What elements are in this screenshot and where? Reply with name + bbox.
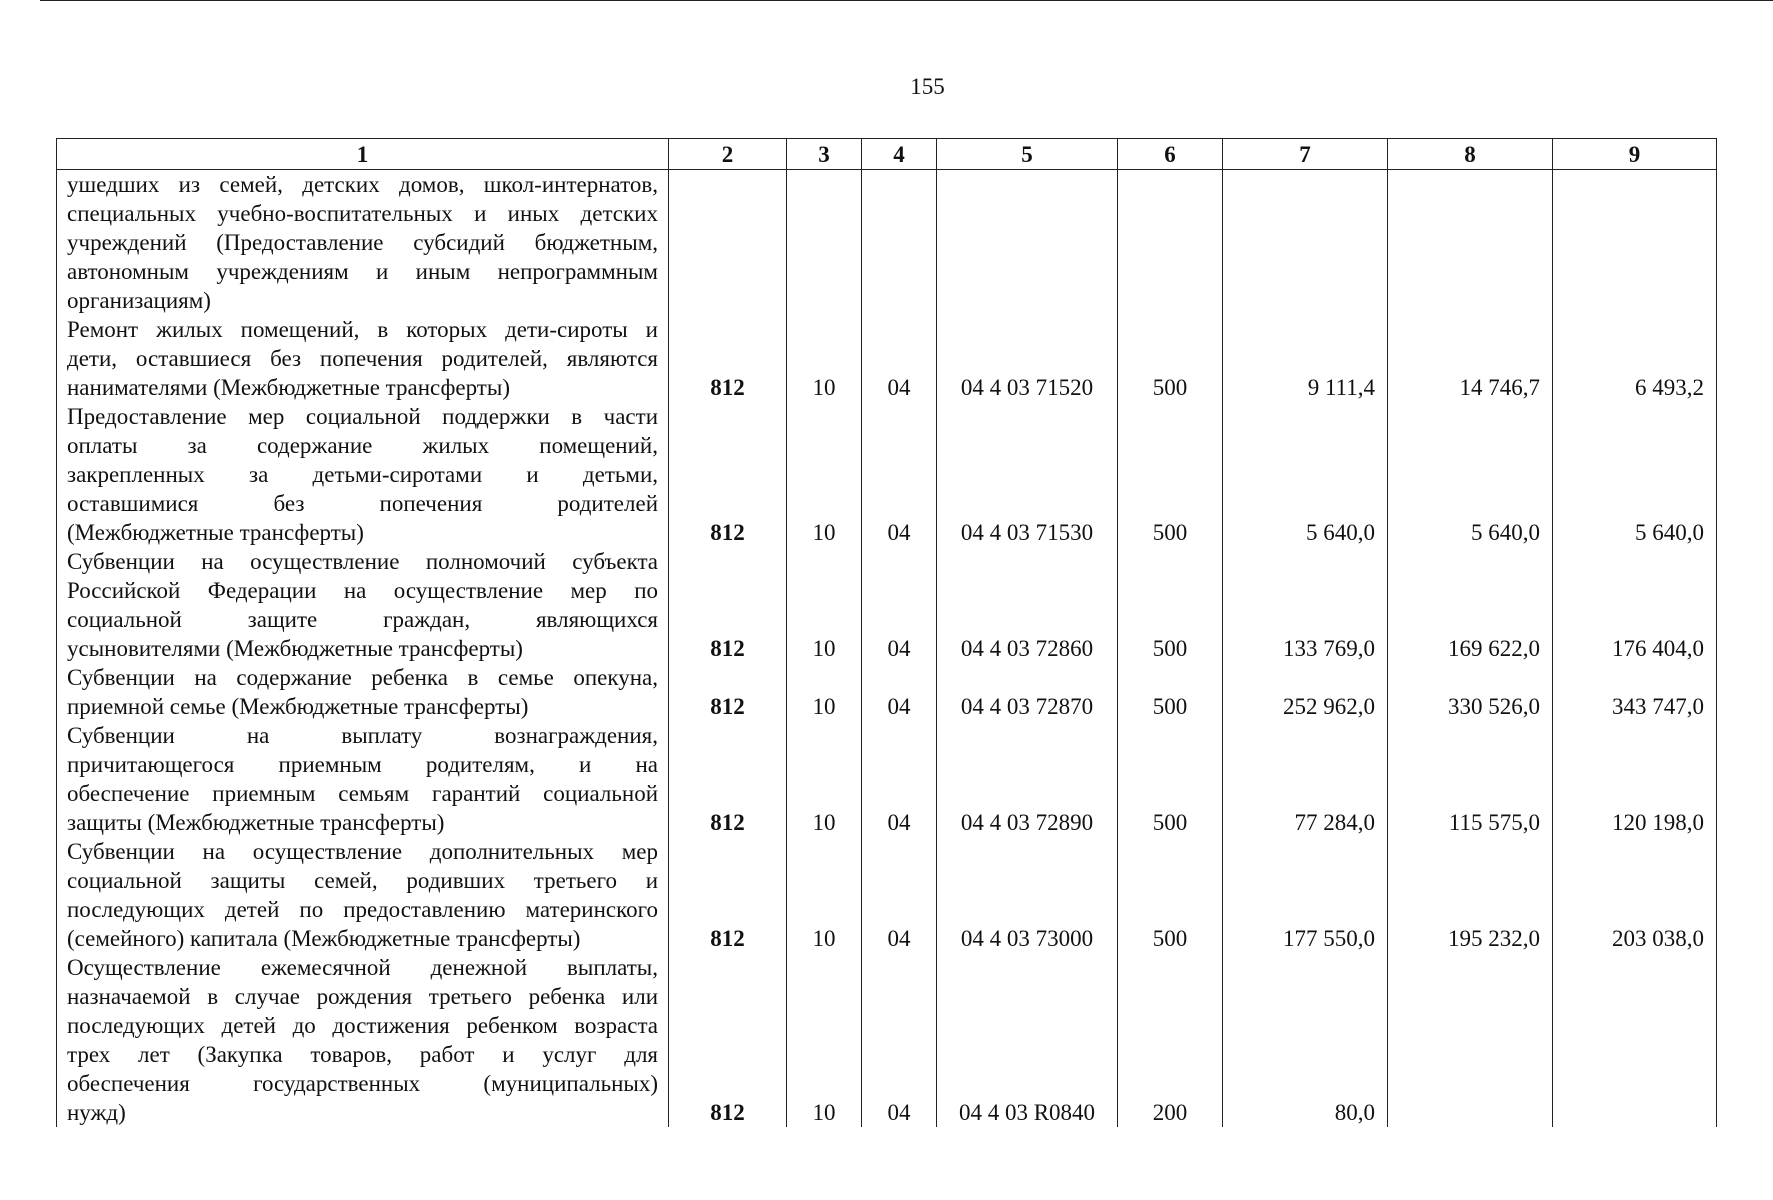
amount-col8-cell: 195 232,0	[1388, 837, 1553, 953]
page-number: 155	[910, 74, 945, 99]
subsection-cell: 04	[862, 837, 937, 953]
column-header-3: 3	[787, 139, 862, 170]
expense-type-cell: 500	[1118, 721, 1223, 837]
item-name-line: специальных учебно-воспитательных и иных детских	[67, 201, 658, 226]
table-row	[57, 837, 1717, 953]
column-header-9: 9	[1553, 139, 1717, 170]
amount-col9-cell: 203 038,0	[1553, 837, 1717, 953]
section-cell: 10	[787, 721, 862, 837]
item-name-line: Субвенции на содержание ребенка в семье опекуна,	[67, 665, 658, 690]
item-name-line: Осуществление ежемесячной денежной выплаты,	[67, 955, 658, 980]
amount-col9-cell: 176 404,0	[1553, 547, 1717, 663]
item-name-line: социальной защиты семей, родивших третьего и	[67, 868, 658, 893]
amount-col7-cell: 177 550,0	[1223, 837, 1388, 953]
item-name-cell	[57, 170, 669, 316]
table-row	[57, 547, 1717, 663]
amount-col7-cell: 80,0	[1223, 953, 1388, 1127]
item-name-cell	[57, 402, 669, 547]
column-header-2: 2	[669, 139, 787, 170]
column-header-7: 7	[1223, 139, 1388, 170]
item-name-cell	[57, 721, 669, 837]
target-article-cell: 04 4 03 72860	[937, 547, 1118, 663]
item-name-line: обеспечение приемным семьям гарантий социальной	[67, 781, 658, 806]
admin-code-cell: 812	[669, 547, 787, 663]
item-name-cell	[57, 953, 669, 1127]
section-cell: 10	[787, 402, 862, 547]
expense-type-cell: 500	[1118, 402, 1223, 547]
amount-col7-cell: 252 962,0	[1223, 663, 1388, 721]
section-cell	[787, 170, 862, 316]
header-row	[57, 139, 1717, 170]
table-row	[57, 953, 1717, 1127]
item-name-line: назначаемой в случае рождения третьего ребенка или	[67, 984, 658, 1009]
subsection-cell: 04	[862, 953, 937, 1127]
item-name-cell	[57, 837, 669, 953]
item-name-line: усыновителями (Межбюджетные трансферты)	[67, 636, 523, 661]
item-name-line: трех лет (Закупка товаров, работ и услуг для	[67, 1042, 658, 1067]
amount-col8-cell	[1388, 953, 1553, 1127]
item-name-line: дети, оставшиеся без попечения родителей, являются	[67, 346, 658, 371]
section-cell: 10	[787, 663, 862, 721]
amount-col7-cell: 77 284,0	[1223, 721, 1388, 837]
item-name-line: последующих детей до достижения ребенком возраста	[67, 1013, 658, 1038]
table-row	[57, 315, 1717, 402]
amount-col9-cell	[1553, 170, 1717, 316]
item-name-line: учреждений (Предоставление субсидий бюджетным,	[67, 230, 658, 255]
expense-type-cell: 500	[1118, 547, 1223, 663]
item-name-line: ушедших из семей, детских домов, школ-интернатов,	[67, 172, 658, 197]
amount-col9-cell: 120 198,0	[1553, 721, 1717, 837]
subsection-cell	[862, 170, 937, 316]
section-cell: 10	[787, 547, 862, 663]
column-header-1: 1	[57, 139, 669, 170]
item-name-cell	[57, 315, 669, 402]
item-name-line: оставшимися без попечения родителей	[67, 491, 658, 516]
amount-col7-cell: 9 111,4	[1223, 315, 1388, 402]
item-name-line: Российской Федерации на осуществление мер по	[67, 578, 658, 603]
target-article-cell: 04 4 03 71530	[937, 402, 1118, 547]
admin-code-cell: 812	[669, 837, 787, 953]
item-name-line: (семейного) капитала (Межбюджетные трансферты)	[67, 926, 581, 951]
amount-col8-cell: 330 526,0	[1388, 663, 1553, 721]
subsection-cell: 04	[862, 315, 937, 402]
item-name-line: обеспечения государственных (муниципальных)	[67, 1071, 658, 1096]
item-name-line: нанимателями (Межбюджетные трансферты)	[67, 375, 510, 400]
target-article-cell: 04 4 03 72870	[937, 663, 1118, 721]
admin-code-cell: 812	[669, 663, 787, 721]
subsection-cell: 04	[862, 663, 937, 721]
column-header-4: 4	[862, 139, 937, 170]
amount-col8-cell: 14 746,7	[1388, 315, 1553, 402]
amount-col7-cell: 5 640,0	[1223, 402, 1388, 547]
item-name-line: (Межбюджетные трансферты)	[67, 520, 364, 545]
section-cell: 10	[787, 837, 862, 953]
section-cell: 10	[787, 315, 862, 402]
amount-col8-cell: 115 575,0	[1388, 721, 1553, 837]
item-name-line: автономным учреждениям и иным непрограммным	[67, 259, 658, 284]
amount-col8-cell: 5 640,0	[1388, 402, 1553, 547]
table-row	[57, 663, 1717, 721]
target-article-cell: 04 4 03 71520	[937, 315, 1118, 402]
section-cell: 10	[787, 953, 862, 1127]
item-name-line: защиты (Межбюджетные трансферты)	[67, 810, 445, 835]
admin-code-cell: 812	[669, 402, 787, 547]
item-name-cell	[57, 663, 669, 721]
target-article-cell	[937, 170, 1118, 316]
column-header-5: 5	[937, 139, 1118, 170]
subsection-cell: 04	[862, 721, 937, 837]
column-header-8: 8	[1388, 139, 1553, 170]
item-name-line: оплаты за содержание жилых помещений,	[67, 433, 658, 458]
item-name-line: социальной защите граждан, являющихся	[67, 607, 658, 632]
admin-code-cell: 812	[669, 315, 787, 402]
item-name-line: причитающегося приемным родителям, и на	[67, 752, 658, 777]
column-header-6: 6	[1118, 139, 1223, 170]
table-row	[57, 402, 1717, 547]
subsection-cell: 04	[862, 547, 937, 663]
amount-col9-cell: 5 640,0	[1553, 402, 1717, 547]
item-name-line: Субвенции на осуществление дополнительных мер	[67, 839, 658, 864]
admin-code-cell: 812	[669, 721, 787, 837]
table-row	[57, 721, 1717, 837]
item-name-line: закрепленных за детьми-сиротами и детьми,	[67, 462, 658, 487]
amount-col9-cell	[1553, 953, 1717, 1127]
subsection-cell: 04	[862, 402, 937, 547]
table-body	[57, 170, 1717, 1128]
expense-type-cell	[1118, 170, 1223, 316]
amount-col9-cell: 6 493,2	[1553, 315, 1717, 402]
item-name-line: последующих детей по предоставлению материнского	[67, 897, 658, 922]
item-name-line: нужд)	[67, 1100, 126, 1125]
target-article-cell: 04 4 03 72890	[937, 721, 1118, 837]
target-article-cell: 04 4 03 R0840	[937, 953, 1118, 1127]
budget-table	[56, 138, 1717, 1127]
amount-col8-cell	[1388, 170, 1553, 316]
item-name-line: Предоставление мер социальной поддержки в части	[67, 404, 658, 429]
amount-col8-cell: 169 622,0	[1388, 547, 1553, 663]
admin-code-cell: 812	[669, 953, 787, 1127]
amount-col7-cell	[1223, 170, 1388, 316]
expense-type-cell: 200	[1118, 953, 1223, 1127]
expense-type-cell: 500	[1118, 663, 1223, 721]
admin-code-cell	[669, 170, 787, 316]
item-name-line: Ремонт жилых помещений, в которых дети-сироты и	[67, 317, 658, 342]
expense-type-cell: 500	[1118, 837, 1223, 953]
amount-col9-cell: 343 747,0	[1553, 663, 1717, 721]
table-row	[57, 170, 1717, 316]
item-name-line: организациям)	[67, 288, 211, 313]
item-name-line: Субвенции на выплату вознаграждения,	[67, 723, 658, 748]
item-name-line: Субвенции на осуществление полномочий субъекта	[67, 549, 658, 574]
item-name-cell	[57, 547, 669, 663]
amount-col7-cell: 133 769,0	[1223, 547, 1388, 663]
top-rule	[40, 0, 1773, 1]
expense-type-cell: 500	[1118, 315, 1223, 402]
item-name-line: приемной семье (Межбюджетные трансферты)	[67, 694, 529, 719]
target-article-cell: 04 4 03 73000	[937, 837, 1118, 953]
